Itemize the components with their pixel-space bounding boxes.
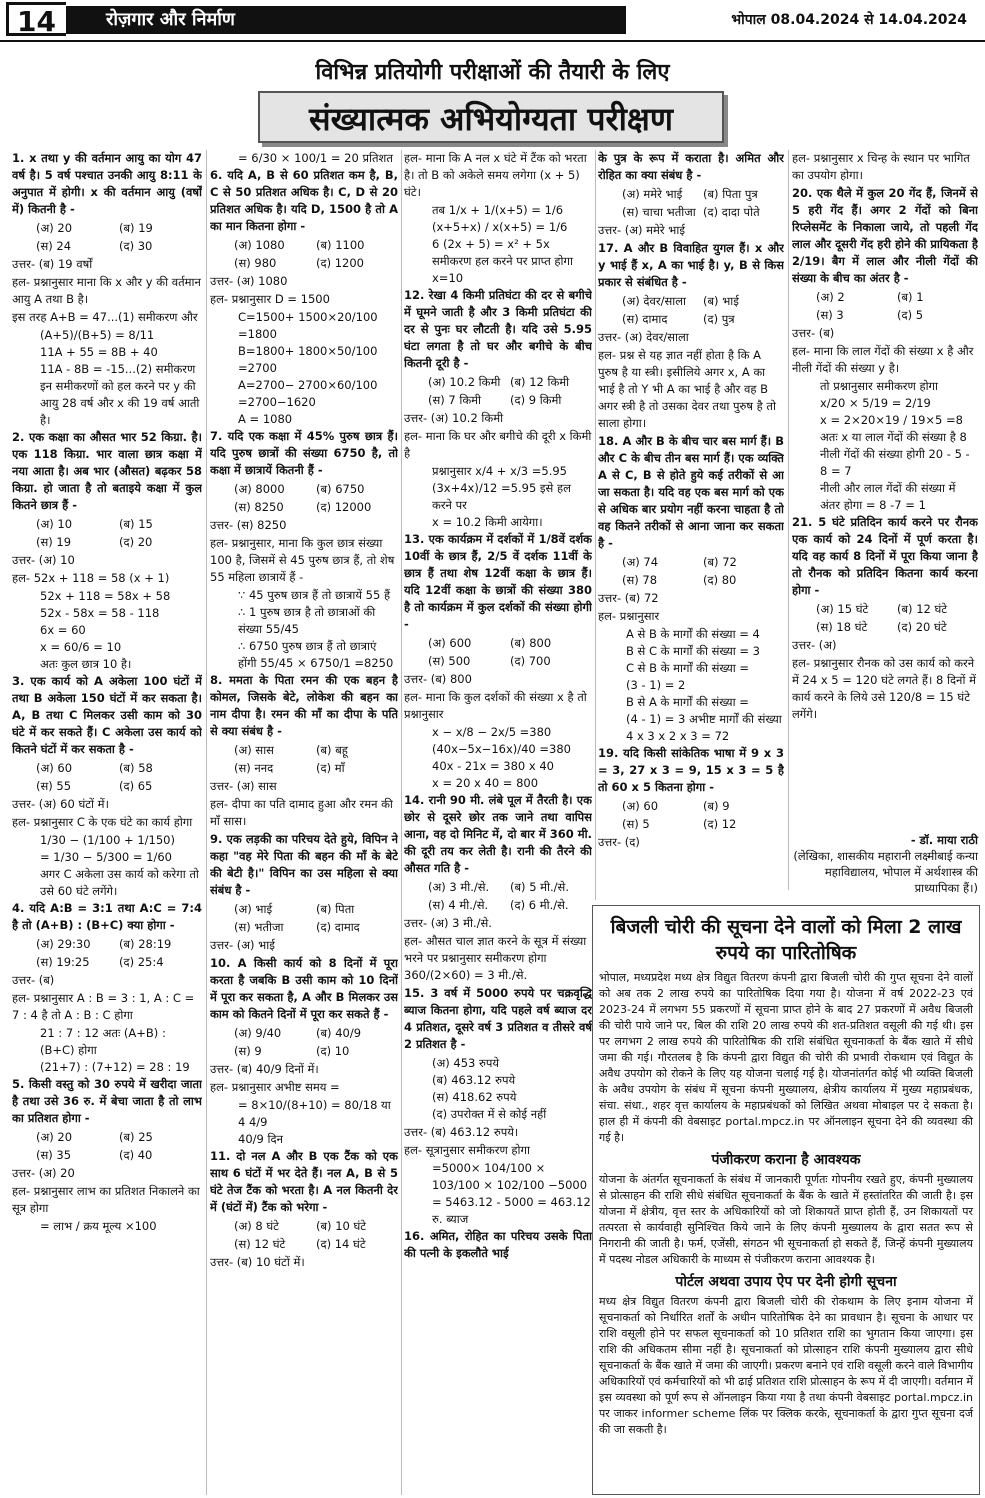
solution-line: 11A + 55 = 8B + 40 [40, 345, 158, 359]
options-row [234, 237, 398, 254]
option: (ब) 19 [119, 221, 153, 235]
solution-line: B से A के मार्गों की संख्या = [626, 695, 749, 709]
option: (द) 700 [510, 654, 551, 668]
option: (ब) 6750 [316, 482, 365, 496]
options-row [234, 1218, 398, 1235]
solution: हल- माना कि A नल x घंटे में टैंक को भरता है। तो B को अकेले समय लगेगा (x + 5) घंटे। [404, 151, 587, 199]
options-row [622, 798, 784, 815]
solution-line: 6x = 60 [40, 623, 86, 637]
solution-line: x = 10.2 किमी आयेगा। [432, 515, 543, 529]
options-row [36, 516, 202, 533]
option: (ब) भाई [703, 294, 739, 308]
option: (अ) 2 [816, 290, 845, 304]
answer: उत्तर- (ब) 10 घंटों में। [210, 1255, 305, 1269]
question: 3. एक कार्य को A अकेला 100 घंटों में तथा B अकेला 150 घंटों में कर सकता है। A, B तथा C मिलकर उसी काम को 30 घंटे में कर सकते हैं। C अकेला उस कार्य को कितने घंटों में कर सकता है - [12, 674, 202, 756]
section-heading: संख्यात्मक अभियोग्यता परीक्षण [258, 91, 724, 143]
solution-line: 52x + 118 = 58x + 58 [40, 589, 171, 603]
question: 10. A किसी कार्य को 8 दिनों में पूरा करता है जबकि B उसी काम को 10 दिनों में पूरा कर सकता है, A और B मिलकर उस काम को कितने दिनों में पूरा कर सकते हैं - [210, 956, 398, 1021]
question: 17. A और B विवाहित युगल हैं। x और y भाई हैं x, A का भाई है। y, B से किस प्रकार से संबंधित है - [598, 241, 784, 289]
solution-line: B से C के मार्गों की संख्या = 3 [626, 644, 760, 658]
author-name: - डॉ. माया राठी [910, 833, 978, 847]
solution-line: (3 - 1) = 2 [626, 678, 686, 692]
question: के पुत्र के रूप में कराता है। अमित और रोहित का क्या संबंध है - [598, 151, 784, 182]
option: (द) 40 [119, 1148, 153, 1162]
option: (ब) 58 [119, 761, 153, 775]
answer: उत्तर- (अ) ममेरे भाई [598, 223, 685, 237]
options-row [234, 481, 398, 498]
option: (अ) 10.2 किमी [428, 375, 501, 389]
solution-line: ∵ 45 पुरुष छात्र हैं तो छात्रायें 55 हैं [238, 588, 391, 602]
options-row [234, 499, 398, 516]
solution-line: (x+5+x) / x(x+5) = 1/6 [432, 220, 568, 234]
solution: हल- माना कि लाल गेंदों की संख्या x है और नीली गेंदों की संख्या y है। [792, 344, 974, 375]
option: (द) 30 [119, 239, 153, 253]
solution: हल- माना कि घर और बगीचे की दूरी x किमी है [404, 429, 592, 460]
solution: हल- प्रश्नानुसार A : B = 3 : 1, A : C = 7 : 4 है तो A : B : C होगा [12, 991, 195, 1022]
solution-line: (ब) 463.12 रुपये [432, 1073, 516, 1087]
solution-line: x = 2×20×19 / 19×5 =8 [820, 413, 963, 427]
option: (अ) 9/40 [234, 1026, 282, 1040]
masthead [0, 0, 985, 38]
column-divider [206, 150, 207, 1495]
option: (अ) सास [234, 743, 274, 757]
question: 2. एक कक्षा का औसत भार 52 किग्रा. है। एक 118 किग्रा. भार वाला छात्र कक्षा में नया आता है। अब भार (औसत) बढ़कर 58 किग्रा. हो जाता है तो बताइये कक्षा में कुल कितने छात्र हैं - [12, 430, 202, 512]
answer: उत्तर- (अ) सास [210, 779, 277, 793]
answer: उत्तर- (अ) 10.2 किमी [404, 411, 504, 425]
option: (अ) भाई [234, 902, 273, 916]
solution-line: तो प्रश्नानुसार समीकरण होगा [820, 379, 939, 393]
options-row [428, 374, 592, 391]
solution-line: नीली और लाल गेंदों की संख्या में अंतर होगा = 8 -7 = 1 [820, 481, 956, 512]
options-row [234, 901, 398, 918]
solution: हल- प्रश्नानुसार D = 1500 [210, 292, 330, 306]
options-row [36, 220, 202, 237]
options-row [428, 653, 592, 670]
dateline: भोपाल 08.04.2024 से 14.04.2024 [731, 12, 967, 28]
options-row [36, 760, 202, 777]
option: (द) 80 [703, 573, 737, 587]
news-paragraph-3: मध्य क्षेत्र विद्युत वितरण कंपनी द्वारा बिजली चोरी की रोकथाम के लिए इनाम योजना में सूचनाकर्ता को निर्धारित शर्तों के अधीन पारितोषिक देने का प्रावधान है। सूचना के आधार पर राशि वसूली होने पर सफल सूचनाकर्ता को 10 प्रतिशत राशि का भुगतान किया जाएगा। इस राशि की अधिकतम सीमा नहीं है। सूचनाकर्ता को प्रोत्साहन राशि कंपनी मुख्यालय द्वारा सीधे सूचनाकर्ता के बैंक खाते में जमा की जाएगी। प्रकरण बनाने एवं राशि वसूली करने वाले विभागीय अधिकारियों एवं कर्मचारियों को भी ढाई प्रतिशत राशि प्रोत्साहन के रूप में दी जाएगी। वर्तमान में इस व्यवस्था को पूर्ण रूप से ऑनलाइन किया गया है तथा कंपनी वेबसाइट portal.mpcz.in पर जाकर informer scheme लिंक पर क्लिक करके, सूचनाकर्ता के द्वारा गुप्त सूचना दर्ज की जा सकती है। [599, 1295, 973, 1436]
question: 8. ममता के पिता रमन की एक बहन है कोमल, जिसके बेटे, लोकेश की बहन का नाम दीपा है। रमन की माँ का दीपा के पति से क्या संबंध है - [210, 673, 398, 738]
options-row [816, 307, 978, 324]
option: (स) 24 [36, 239, 72, 253]
news-subheading-2: पोर्टल अथवा उपाय ऐप पर देनी होगी सूचना [675, 1274, 897, 1290]
solution-line: (40x−5x−16x)/40 =380 [432, 742, 571, 756]
solution-line: 6 (2x + 5) = x² + 5x [432, 237, 550, 251]
question: 6. यदि A, B से 60 प्रतिशत कम है, B, C से 50 प्रतिशत अधिक है। C, D से 20 प्रतिशत अधिक है। यदि D, 1500 है तो A का मान कितना होगा - [210, 168, 398, 233]
options-row [622, 816, 784, 833]
solution: हल- प्रश्नानुसार लाभ का प्रतिशत निकालने का सूत्र होगा [12, 1184, 200, 1215]
solution-line: (द) उपरोक्त में से कोई नहीं [432, 1107, 547, 1121]
option: (स) 9 [234, 1044, 262, 1058]
solution-line: (21+7) : (7+12) = 28 : 19 [40, 1060, 190, 1074]
solution-line: = 8×10/(8+10) = 80/18 या 4 4/9 [238, 1098, 391, 1129]
option: (अ) 60 [622, 799, 659, 813]
question: 14. रानी 90 मी. लंबे पूल में तैरती है। एक छोर से दूसरे छोर तक जाने तथा वापिस आना, वह दो मिनिट में, दो बार में 360 मी. की दूरी तय कर लेती है। रानी की तैरने की औसत गति है - [404, 793, 592, 875]
option: (स) दामाद [622, 312, 668, 326]
option: (द) पुत्र [703, 312, 735, 326]
option: (ब) 10 घंटे [316, 1219, 367, 1233]
news-subheading-1: पंजीकरण कराना है आवश्यक [711, 1152, 861, 1168]
answer: उत्तर- (स) 8250 [210, 518, 287, 532]
solution-line: 52x - 58x = 58 - 118 [40, 606, 160, 620]
answer: उत्तर- (द) [598, 835, 640, 849]
answer: उत्तर- (ब) [12, 973, 55, 987]
solution: हल- प्रश्नानुसार माना कि x और y की वर्तमान आयु A तथा B है। [12, 275, 201, 306]
option: (ब) 9 [703, 799, 730, 813]
solution: हल- दीपा का पति दामाद हुआ और रमन की माँ सास। [210, 797, 393, 828]
options-row [234, 1236, 398, 1253]
option: (स) 4 मी./से. [428, 898, 489, 912]
solution-line: C=1500+ 1500×20/100 =1800 [238, 310, 378, 341]
solution-line: x = 20 x 40 = 800 [432, 776, 539, 790]
solution: इस तरह A+B = 47...(1) समीकरण और [12, 310, 198, 324]
option: (अ) ममेरे भाई [622, 187, 683, 201]
answer: उत्तर- (अ) 60 घंटों में। [12, 797, 109, 811]
solution-line: x/20 × 5/19 = 2/19 [820, 396, 931, 410]
option: (अ) 10 [36, 517, 73, 531]
option: (द) 1200 [316, 256, 365, 270]
answer: उत्तर- (अ) 20 [12, 1166, 75, 1180]
option: (स) चाचा भतीजा [622, 205, 696, 219]
option: (अ) 20 [36, 221, 73, 235]
solution-line: ∴ 1 पुरुष छात्र है तो छात्राओं की संख्या 55/45 [238, 605, 376, 636]
option: (ब) 15 [119, 517, 153, 531]
option: (अ) 15 घंटे [816, 602, 869, 616]
solution: हल- 52x + 118 = 58 (x + 1) [12, 571, 170, 585]
option: (द) 20 [119, 535, 153, 549]
options-row [36, 238, 202, 255]
answer: उत्तर- (अ) भाई [210, 938, 275, 952]
news-headline: बिजली चोरी की सूचना देने वालों को मिला 2 लाख रुपये का पारितोषिक [610, 916, 962, 964]
option: (द) माँ [316, 761, 345, 775]
question-column-4 [598, 150, 784, 890]
option: (ब) 28:19 [119, 937, 172, 951]
option: (स) 55 [36, 779, 72, 793]
option: (अ) 29:30 [36, 937, 91, 951]
option: (ब) 12 घंटे [897, 602, 948, 616]
option: (ब) पिता [316, 902, 355, 916]
options-row [428, 897, 592, 914]
option: (स) 12 घंटे [234, 1237, 286, 1251]
solution: हल- प्रश्नानुसार रौनक को उस कार्य को करने में 24 x 5 = 120 घंटे लगते हैं। 8 दिनों में कार्य करने के लिये उसे 120/8 = 15 घंटे लगेंगे। [792, 656, 976, 721]
answer: उत्तर- (अ) [792, 638, 837, 652]
option: (स) 35 [36, 1148, 72, 1162]
answer: उत्तर- (अ) 1080 [210, 274, 288, 288]
answer: उत्तर- (अ) देवर/साला [598, 330, 689, 344]
answer: उत्तर- (ब) 19 वर्षों [12, 257, 93, 271]
option: (द) 6 मी./से. [510, 898, 569, 912]
option: (स) 980 [234, 256, 277, 270]
option: (द) 5 [897, 308, 924, 322]
solution-line: C से B के मार्गों की संख्या = [626, 661, 750, 675]
solution: हल- प्रश्नानुसार, माना कि कुल छात्र संख्या 100 है, जिसमें से 45 पुरुष छात्र हैं, तो शेष 55 महिला छात्रायें हैं - [210, 536, 395, 584]
solution: हल- प्रश्नानुसार x चिन्ह के स्थान पर भागित का उपयोग होगा। [792, 151, 970, 182]
solution-line: B=1800+ 1800×50/100 =2700 [238, 344, 378, 375]
option: (स) 8250 [234, 500, 284, 514]
question: 19. यदि किसी सांकेतिक भाषा में 9 x 3 = 3, 27 x 3 = 9, 15 x 3 = 5 है तो 60 x 5 कितना होगा - [598, 746, 784, 794]
options-row [36, 778, 202, 795]
option: (स) 7 किमी [428, 393, 482, 407]
option: (ब) 40/9 [316, 1026, 362, 1040]
solution-line: 40x - 21x = 380 x 40 [432, 759, 554, 773]
question: 5. किसी वस्तु को 30 रुपये में खरीदा जाता है तथा उसे 36 रु. में बेचा जाता है तो लाभ का प्रतिशत होगा - [12, 1077, 202, 1125]
solution-line: (3x+4x)/12 =5.95 इसे हल करने पर [432, 481, 571, 512]
solution: हल- प्रश्नानुसार [598, 609, 660, 623]
news-paragraph-2: योजना के अंतर्गत सूचनाकर्ता के संबंध में जानकारी पूर्णतः गोपनीय रखते हुए, कंपनी मुख्यालय से प्रोत्साहन की राशि सीधे संबंधित सूचनाकर्ता के बैंक के खाते में हस्तांतरित की जाती है। इस योजना में क्षेत्रीय, वृत्त स्तर के अधिकारियों को जो शिकायतें प्राप्त होती हैं, उन शिकायतों पर तत्परता से कार्यवाही सुनिश्चित किये जाने के लिए कंपनी मुख्यालय के द्वारा सतत रूप से निगरानी की जाती है। फर्म, एजेंसी, संगठन भी सूचनाकर्ता हो सकते हैं, जिन्हें कंपनी मुख्यालय में पदस्थ नोडल अधिकारी के माध्यम से पंजीकरण कराना आवश्यक है। [599, 1173, 973, 1266]
column-divider [788, 150, 789, 890]
question: 18. A और B के बीच चार बस मार्ग हैं। B और C के बीच तीन बस मार्ग हैं। एक व्यक्ति A से C, B से होते हुये कई तरीकों से आ जा सकता है। यदि वह एक बस मार्ग को एक से अधिक बार प्रयोग नहीं करना चाहता है तो वह कितने तरीकों से आना जाना कर सकता है - [598, 434, 784, 550]
options-row [428, 879, 592, 896]
solution-line: 21 : 7 : 12 अतः (A+B) : (B+C) होगा [40, 1026, 166, 1057]
question: 13. एक कार्यक्रम में दर्शकों में 1/8वें दर्शक 10वीं के छात्र हैं, 2/5 वें दर्शक 11वीं के छात्र हैं तथा शेष 12वीं कक्षा के छात्र हैं। यदि 12वीं कक्षा के छात्रों की संख्या 380 है तो कार्यक्रम में कुल दर्शकों की संख्या होगी - [404, 532, 592, 631]
options-row [36, 954, 202, 971]
question: 9. एक लड़की का परिचय देते हुये, विपिन ने कहा "वह मेरे पिता की बहन की माँ के बेटे की बेटी है।" विपिन का उस महिला से क्या संबंध है - [210, 832, 398, 897]
answer: उत्तर- (ब) 72 [598, 591, 659, 605]
options-row [622, 572, 784, 589]
answer: उत्तर- (ब) 463.12 रुपये। [404, 1125, 519, 1139]
options-row [234, 742, 398, 759]
solution-line: समीकरण हल करने पर प्राप्त होगा x=10 [432, 254, 573, 285]
answer: उत्तर- (ब) 800 [404, 672, 472, 686]
option: (ब) 1 [897, 290, 924, 304]
news-paragraph-1: भोपाल, मध्यप्रदेश मध्य क्षेत्र विद्युत वितरण कंपनी द्वारा बिजली चोरी की गुप्त सूचना देने वालों को अब तक 2 लाख रुपये का पारितोषिक दिया गया है। योजना में वर्ष 2022-23 एवं 2023-24 में लगभग 55 प्रकरणों में सूचना प्राप्त होने के बाद 27 प्रकरणों में अवैध बिजली की चोरी पाये जाने पर, बिल की राशि 20 लाख रुपये की शत-प्रतिशत वसूली की गई थी। इस पर लगभग 2 लाख रुपये की पारितोषिक की राशि संबंधित सूचनाकर्ता के बैंक खाते में सीधे जमा की गई। गौरतलब है कि कंपनी द्वारा विद्युत की चोरी की प्रभावी रोकथाम एवं विद्युत के अवैध उपयोग को रोकने के लिए यह योजना चलाई गई है। योजनांतर्गत कोई भी व्यक्ति बिजली के अवैध उपयोग के संबंध में सूचना कंपनी मुख्यालय, क्षेत्रीय कार्यालय में मुख्य महाप्रबंधक, संचा. संधा., शहर वृत्त कार्यालय के महाप्रबंधकों को लिखित अथवा मोबाइल पर दे सकता है। हाल ही में कंपनी की वेबसाइट portal.mpcz.in पर ऑनलाइन सूचना देने की व्यवस्था की गई है। [599, 971, 973, 1144]
solution-line: ∴ 6750 पुरुष छात्र हैं तो छात्राएं होंगी 55/45 × 6750/1 =8250 [238, 639, 394, 670]
option: (स) 19 [36, 535, 72, 549]
option: (द) 20 घंटे [897, 620, 947, 634]
option: (अ) देवर/साला [622, 294, 687, 308]
option: (अ) 60 [36, 761, 73, 775]
option: (अ) 20 [36, 1130, 73, 1144]
answer: उत्तर- (ब) 40/9 दिनों में। [210, 1062, 319, 1076]
option: (स) ननद [234, 761, 274, 775]
question: 1. x तथा y की वर्तमान आयु का योग 47 वर्ष है। 5 वर्ष पश्चात उनकी आयु 8:11 के अनुपात में होगी। x की वर्तमान आयु (वर्षों में) कितनी है - [12, 151, 202, 216]
answer: उत्तर- (अ) 3 मी./से. [404, 916, 492, 930]
solution-line: x − x/8 − 2x/5 =380 [432, 725, 552, 739]
option: (द) दादा पोते [703, 205, 760, 219]
question: 7. यदि एक कक्षा में 45% पुरुष छात्र हैं। यदि पुरुष छात्रों की संख्या 6750 है, तो कक्षा में छात्रायें कितनी हैं - [210, 429, 398, 477]
options-row [36, 534, 202, 551]
solution-line: A से B के मार्गों की संख्या = 4 [626, 627, 760, 641]
solution-line: A = 1080 [238, 412, 293, 426]
question: 12. रेखा 4 किमी प्रतिघंटा की दर से बगीचे में घूमने जाती है और 3 किमी प्रतिघंटा की दर से पुनः घर लौटती है। यदि उसे 5.95 घंटा लगता है तो घर और बगीचे के बीच कितनी दूरी है - [404, 288, 592, 370]
option: (ब) बहू [316, 743, 348, 757]
options-row [36, 1147, 202, 1164]
paper-name: रोज़गार और निर्माण [66, 6, 626, 34]
option: (ब) 72 [703, 555, 737, 569]
solution-line: A=2700− 2700×60/100 =2700−1620 [238, 378, 378, 409]
options-row [428, 392, 592, 409]
option: (स) 19:25 [36, 955, 90, 969]
question-column-5 [792, 150, 978, 890]
option: (स) 5 [622, 817, 650, 831]
solution-line: अगर C अकेला उस कार्य को करेगा तो उसे 60 घंटे लगेंगे। [40, 867, 199, 898]
solution: हल- सूत्रानुसार समीकरण होगा [404, 1143, 530, 1157]
answer: उत्तर- (अ) 10 [12, 553, 75, 567]
solution-line: इन समीकरणों को हल करने पर y की आयु 28 वर्ष और x की 19 वर्ष आती है। [40, 379, 200, 427]
option: (ब) 800 [510, 636, 552, 650]
solution: हल- माना कि कुल दर्शकों की संख्या x है तो प्रश्नानुसार [404, 690, 587, 721]
option: (द) 25:4 [119, 955, 164, 969]
options-row [816, 601, 978, 618]
solution-line: अतः x या लाल गेंदों की संख्या है 8 नीली गेंदों की संख्या होगी 20 - 5 - 8 = 7 [820, 430, 970, 478]
author-note: (लेखिका, शासकीय महारानी लक्ष्मीबाई कन्या महाविद्यालय, भोपाल में अर्थशास्त्र की प्राध्यापिका हैं।) [793, 849, 978, 895]
solution-line: 40/9 दिन [238, 1132, 283, 1146]
news-box [592, 905, 980, 1495]
question: 4. यदि A:B = 3:1 तथा A:C = 7:4 है तो (A+B) : (B+C) क्या होगा - [12, 901, 202, 932]
solution-line: x = 60/6 = 10 [40, 640, 122, 654]
solution-line: (स) 418.62 रुपये [432, 1090, 517, 1104]
option: (अ) 3 मी./से. [428, 880, 490, 894]
section-subheading: विभिन्न प्रतियोगी परीक्षाओं की तैयारी के लिए [315, 60, 670, 85]
question: 15. 3 वर्ष में 5000 रुपये पर चक्रवृद्धि ब्याज कितना होगा, यदि पहले वर्ष ब्याज दर 4 प्रतिशत, दूसरे वर्ष 3 प्रतिशत व तीसरे वर्ष 2 प्रतिशत है - [404, 986, 592, 1051]
options-row [816, 289, 978, 306]
option: (अ) 74 [622, 555, 659, 569]
solution-line: प्रश्नानुसार x/4 + x/3 =5.95 [432, 464, 567, 478]
solution-line: = 1/30 − 5/300 = 1/60 [40, 850, 172, 864]
options-row [234, 255, 398, 272]
option: (अ) 8 घंटे [234, 1219, 279, 1233]
options-row [622, 204, 784, 221]
options-row [36, 936, 202, 953]
options-row [428, 635, 592, 652]
options-row [234, 1025, 398, 1042]
option: (ब) पिता पुत्र [703, 187, 758, 201]
solution-line: = 6/30 × 100/1 = 20 प्रतिशत [238, 151, 393, 165]
answer: उत्तर- (ब) [792, 326, 835, 340]
option: (ब) 5 मी./से. [510, 880, 569, 894]
solution: हल- प्रश्नानुसार अभीष्ट समय = [210, 1080, 340, 1094]
options-row [622, 311, 784, 328]
question-column-2 [210, 150, 398, 1495]
option: (ब) 1100 [316, 238, 365, 252]
option: (स) 18 घंटे [816, 620, 868, 634]
options-row [36, 1129, 202, 1146]
option: (द) 12000 [316, 500, 372, 514]
options-row [622, 186, 784, 203]
question-column-1 [12, 150, 202, 1495]
solution-line: =5000× 104/100 × 103/100 × 102/100 −5000 [432, 1161, 588, 1192]
page-number: 14 [6, 2, 66, 36]
option: (स) 3 [816, 308, 844, 322]
option: (अ) 1080 [234, 238, 285, 252]
solution: हल- प्रश्नानुसार C के एक घंटे का कार्य होगा [12, 815, 193, 829]
option: (स) 500 [428, 654, 471, 668]
column-divider [401, 150, 402, 1495]
option: (द) 14 घंटे [316, 1237, 366, 1251]
question: 11. दो नल A और B एक टैंक को एक साथ 6 घंटों में भर देते हैं। नल A, B से 5 घंटे तेज टैंक को भरता है। A नल कितनी देर में (घंटों में) टैंक को भरेगा - [210, 1149, 398, 1214]
solution-line: 11A - 8B = -15...(2) समीकरण [40, 362, 196, 376]
option: (स) 78 [622, 573, 658, 587]
option: (अ) 8000 [234, 482, 285, 496]
options-row [622, 293, 784, 310]
solution-line: (A+5)/(B+5) = 8/11 [40, 328, 155, 342]
options-row [816, 619, 978, 636]
solution: हल- औसत चाल ज्ञात करने के सूत्र में संख्या भरने पर प्रश्नानुसार समीकरण होगा 360/(2×60) = 3 मी./से. [404, 934, 587, 982]
header-rule [0, 40, 985, 42]
question: 21. 5 घंटे प्रतिदिन कार्य करने पर रौनक एक कार्य को 24 दिनों में पूर्ण करता है। यदि वह कार्य 8 दिनों में पूरा किया जाना है तो रौनक को प्रतिदिन कितना कार्य करना होगा - [792, 515, 978, 597]
solution-line: (4 - 1) = 3 अभीष्ट मार्गों की संख्या 4 x 3 x 2 x 3 = 72 [626, 712, 782, 743]
question: 20. एक थैले में कुल 20 गेंद हैं, जिनमें से 5 हरी गेंद हैं। अगर 2 गेंदों को बिना रिप्लेसमेंट के निकाला जाये, तो पहली गेंद लाल और दूसरी गेंद हरी होने की प्रायिकता है 2/19। बैग में लाल और नीली गेंदों की संख्या के बीच का अंतर है - [792, 186, 978, 285]
solution-line: = लाभ / क्रय मूल्य ×100 [40, 1219, 157, 1233]
option: (द) 9 किमी [510, 393, 562, 407]
options-row [234, 919, 398, 936]
column-divider [595, 150, 596, 900]
question-column-3 [404, 150, 592, 1495]
solution-line: तब 1/x + 1/(x+5) = 1/6 [432, 203, 564, 217]
option: (द) दामाद [316, 920, 360, 934]
option: (अ) 600 [428, 636, 472, 650]
options-row [234, 760, 398, 777]
solution-line: (अ) 453 रुपये [432, 1056, 500, 1070]
option: (ब) 25 [119, 1130, 153, 1144]
author-block [792, 832, 978, 896]
solution-line: = 5463.12 - 5000 = 463.12 रु. ब्याज [432, 1195, 591, 1226]
option: (स) भतीजा [234, 920, 284, 934]
option: (द) 10 [316, 1044, 350, 1058]
solution-line: अतः कुल छात्र 10 है। [40, 657, 132, 671]
option: (ब) 12 किमी [510, 375, 570, 389]
question: 16. अमित, रोहित का परिचय उसके पिता की पत्नी के इकलौते भाई [404, 1229, 592, 1260]
options-row [234, 1043, 398, 1060]
options-row [622, 554, 784, 571]
option: (द) 65 [119, 779, 153, 793]
option: (द) 12 [703, 817, 737, 831]
solution: हल- प्रश्न से यह ज्ञात नहीं होता है कि A पुरुष है या स्त्री। इसीलिये अगर x, A का भाई है तो Y भी A का भाई है और वह B अगर स्त्री है तो उसका देवर तथा पुरुष है तो साला होगा। [598, 348, 776, 430]
solution-line: 1/30 − (1/100 + 1/150) [40, 833, 175, 847]
